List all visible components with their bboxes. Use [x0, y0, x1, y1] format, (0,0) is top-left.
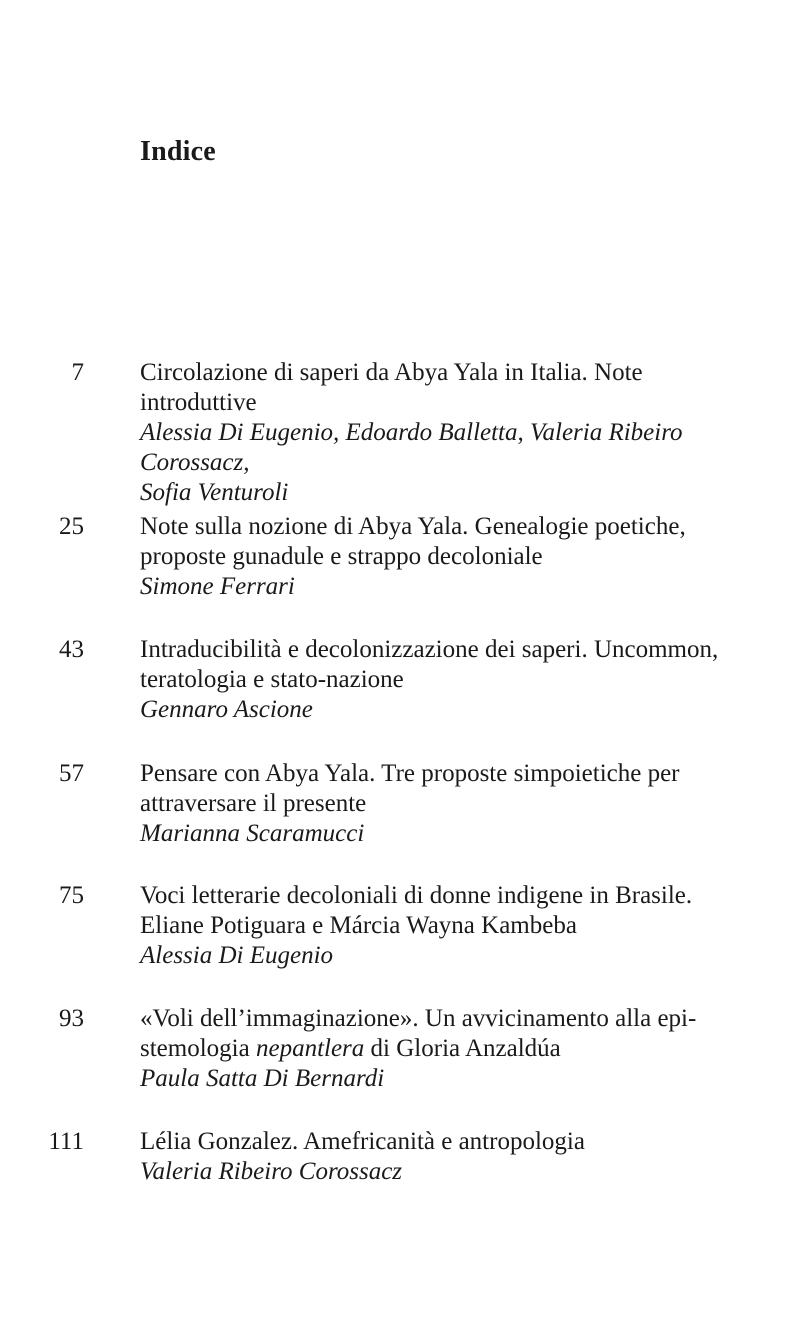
entry-author [140, 418, 730, 508]
entry-title-line: teratologia e stato-nazione [140, 666, 404, 693]
entry-title-line: attraversare il presente [140, 790, 367, 817]
page-number: 57 [59, 760, 84, 787]
entry-body [140, 1127, 730, 1187]
entry-title-line: Pensare con Abya Yala. Tre proposte simpoietiche per [140, 760, 680, 787]
entry-title-line: Voci letterarie decoloniali di donne indigene in Brasile. [140, 882, 693, 909]
entry-title [140, 1004, 730, 1064]
page-title: Indice [140, 136, 216, 167]
entry-title [140, 635, 730, 695]
entry-title-line: Intraducibilità e decolonizzazione dei saperi. Uncommon, [140, 636, 719, 663]
entry-author-line: Alessia Di Eugenio, Edoardo Balletta, Valeria Ribeiro Corossacz, [140, 419, 683, 476]
entry-title [140, 512, 730, 572]
page-number: 111 [48, 1128, 84, 1155]
entry-title-emphasis: nepantlera [255, 1035, 365, 1062]
entry-body [140, 358, 730, 508]
entry-body [140, 512, 730, 602]
entry-body [140, 759, 730, 849]
entry-author: Simone Ferrari [140, 573, 295, 600]
entry-title: Lélia Gonzalez. Amefricanità e antropologia [140, 1128, 585, 1155]
entry-author: Marianna Scaramucci [140, 820, 365, 847]
entry-body [140, 1004, 730, 1094]
entry-author: Valeria Ribeiro Corossacz [140, 1158, 403, 1185]
entry-title-fragment: di Gloria Anzaldúa [364, 1035, 561, 1062]
entry-author-line: Sofia Venturoli [140, 479, 289, 506]
entry-title [140, 358, 730, 418]
entry-title-line: proposte gunadule e strappo decoloniale [140, 543, 543, 570]
entry-title-line: Eliane Potiguara e Márcia Wayna Kambeba [140, 912, 577, 939]
entry-body [140, 635, 730, 725]
entry-title-line: Note sulla nozione di Abya Yala. Genealogie poetiche, [140, 513, 686, 540]
entry-author: Alessia Di Eugenio [140, 942, 334, 969]
entry-author: Paula Satta Di Bernardi [140, 1065, 385, 1092]
page-number: 7 [71, 359, 84, 386]
entry-title [140, 881, 730, 941]
entry-title-line: Circolazione di saperi da Abya Yala in Italia. Note [140, 359, 643, 386]
entry-title-line: «Voli dell’immaginazione». Un avvicinamento alla epi- [140, 1005, 697, 1032]
entry-author: Gennaro Ascione [140, 696, 313, 723]
page-number: 25 [59, 513, 84, 540]
entry-title-fragment: stemologia [140, 1035, 256, 1062]
page-number: 43 [59, 636, 84, 663]
entry-title [140, 759, 730, 819]
entry-title-line: introduttive [140, 389, 257, 416]
entry-title-line [140, 1035, 561, 1062]
entry-body [140, 881, 730, 971]
page-number: 93 [59, 1005, 84, 1032]
page-number: 75 [59, 882, 84, 909]
